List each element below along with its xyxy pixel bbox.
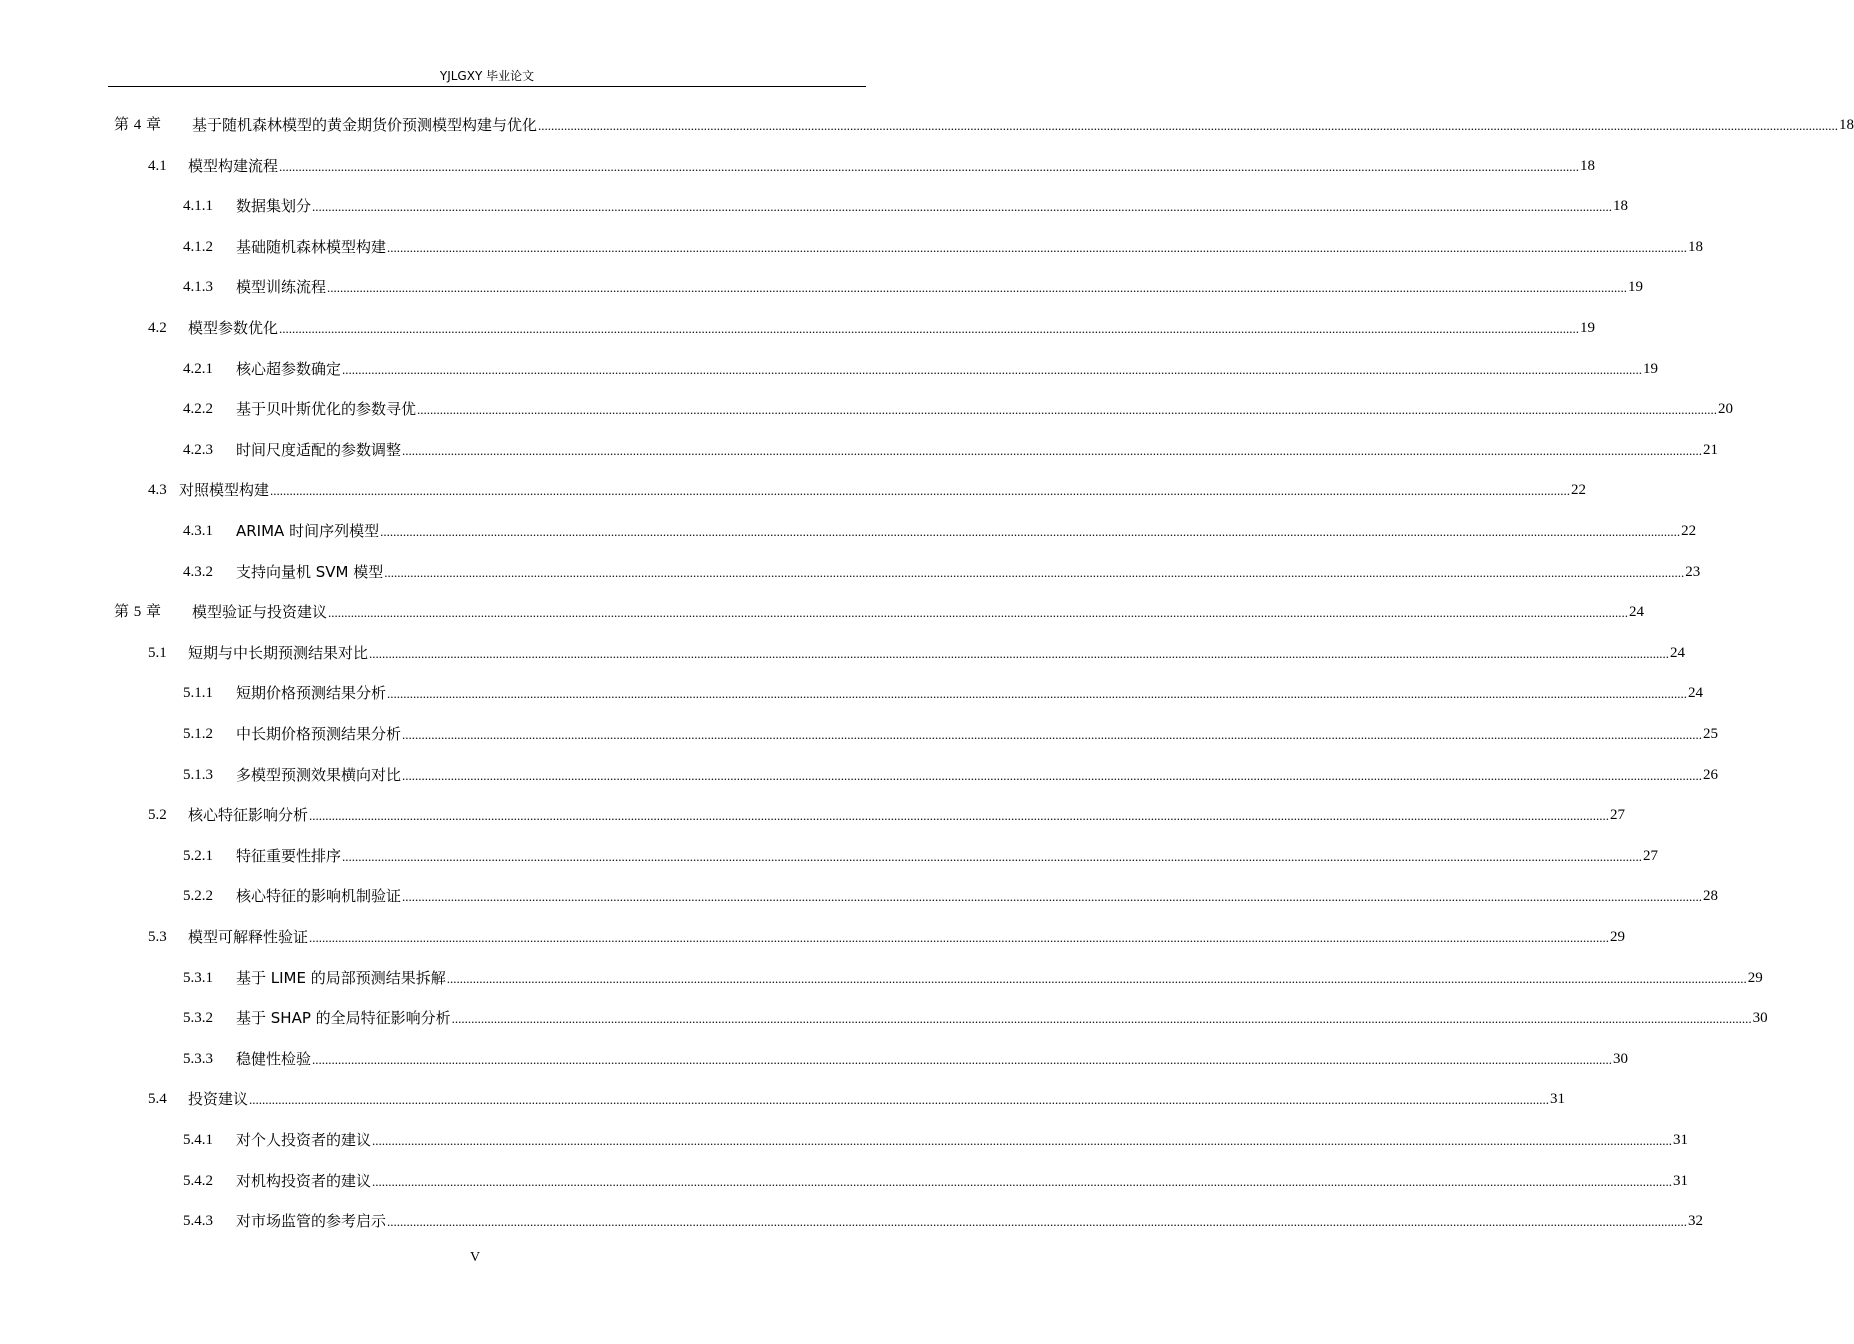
toc-entry-page: 18 bbox=[1839, 117, 1854, 133]
toc-entry[interactable] bbox=[183, 236, 1704, 258]
toc-dot-leader: ................................................................................................................................................................................................................................................................................................................................................................................................................ bbox=[327, 280, 1628, 296]
toc-entry-number: 5.4 bbox=[148, 1091, 167, 1108]
toc-entry-title: 核心特征影响分析 bbox=[188, 806, 309, 825]
toc-entry[interactable] bbox=[183, 561, 1701, 583]
toc-entry-number: 5.2.1 bbox=[183, 847, 213, 864]
toc-dot-leader: ................................................................................................................................................................................................................................................................................................................................................................................................................ bbox=[384, 564, 1685, 580]
toc-entry-page: 20 bbox=[1718, 401, 1734, 418]
toc-entry-title: 模型验证与投资建议 bbox=[192, 603, 328, 622]
toc-entry-page: 32 bbox=[1688, 1213, 1704, 1230]
toc-entry[interactable] bbox=[183, 682, 1704, 704]
toc-entry-number: 4.1.2 bbox=[183, 238, 213, 255]
toc-dot-leader: ................................................................................................................................................................................................................................................................................................................................................................................................................ bbox=[270, 483, 1571, 499]
page-number: V bbox=[469, 1250, 481, 1265]
toc-entry-page: 18 bbox=[1613, 198, 1629, 215]
toc-entry-number: 4.2.1 bbox=[183, 360, 213, 377]
toc-dot-leader: ................................................................................................................................................................................................................................................................................................................................................................................................................ bbox=[309, 808, 1610, 824]
toc-entry-title: 对机构投资者的建议 bbox=[236, 1171, 372, 1190]
toc-entry-page: 25 bbox=[1703, 726, 1719, 742]
toc-entry-number: 5.4.2 bbox=[183, 1172, 213, 1189]
toc-dot-leader: ................................................................................................................................................................................................................................................................................................................................................................................................................ bbox=[446, 970, 1747, 986]
toc-entry-number: 5.3.2 bbox=[183, 1010, 213, 1027]
toc-dot-leader: ................................................................................................................................................................................................................................................................................................................................................................................................................ bbox=[402, 727, 1703, 742]
toc-entry[interactable] bbox=[183, 195, 1629, 217]
toc-dot-leader: ................................................................................................................................................................................................................................................................................................................................................................................................................ bbox=[372, 1173, 1673, 1189]
toc-entry-page: 31 bbox=[1673, 1172, 1689, 1189]
toc-dot-leader: ................................................................................................................................................................................................................................................................................................................................................................................................................ bbox=[402, 767, 1703, 783]
toc-entry-number: 5.2.2 bbox=[183, 888, 213, 905]
toc-entry[interactable] bbox=[148, 804, 1626, 826]
toc-entry-title: 中长期价格预测结果分析 bbox=[236, 725, 402, 743]
toc-entry[interactable] bbox=[148, 479, 1587, 501]
toc-entry-page: 18 bbox=[1580, 157, 1596, 174]
toc-dot-leader: ................................................................................................................................................................................................................................................................................................................................................................................................................ bbox=[342, 361, 1643, 377]
toc-entry[interactable] bbox=[183, 276, 1644, 298]
toc-entry[interactable] bbox=[183, 764, 1719, 786]
toc-entry-title: 多模型预测效果横向对比 bbox=[236, 765, 402, 784]
toc-entry[interactable] bbox=[183, 520, 1697, 542]
toc-dot-leader: ................................................................................................................................................................................................................................................................................................................................................................................................................ bbox=[312, 1051, 1613, 1067]
toc-entry-title: 核心超参数确定 bbox=[236, 359, 342, 378]
toc-entry-number: 5.3.3 bbox=[183, 1050, 213, 1067]
toc-entry[interactable] bbox=[183, 1007, 1768, 1029]
toc-entry-title: 投资建议 bbox=[188, 1090, 249, 1109]
toc-entry-page: 29 bbox=[1747, 969, 1763, 986]
toc-entry-title: 核心特征的影响机制验证 bbox=[236, 887, 402, 906]
toc-dot-leader: ................................................................................................................................................................................................................................................................................................................................................................................................................ bbox=[279, 158, 1580, 174]
toc-entry-number: 5.3.1 bbox=[183, 969, 213, 986]
toc-entry-page: 26 bbox=[1703, 766, 1719, 783]
toc-entry-page: 27 bbox=[1610, 807, 1626, 824]
toc-entry-page: 21 bbox=[1703, 441, 1719, 458]
toc-entry-page: 28 bbox=[1703, 888, 1719, 905]
toc-entry-page: 24 bbox=[1629, 604, 1645, 621]
toc-dot-leader: ................................................................................................................................................................................................................................................................................................................................................................................................................ bbox=[417, 402, 1718, 418]
toc-entry[interactable] bbox=[183, 358, 1659, 380]
toc-entry-title: 对照模型构建 bbox=[179, 481, 270, 500]
toc-entry-title: 数据集划分 bbox=[236, 197, 312, 216]
toc-entry-number: 4.2.3 bbox=[183, 441, 213, 458]
toc-dot-leader: ................................................................................................................................................................................................................................................................................................................................................................................................................ bbox=[342, 848, 1643, 864]
toc-entry-number: 5.1.2 bbox=[183, 726, 213, 742]
toc-dot-leader: ................................................................................................................................................................................................................................................................................................................................................................................................................ bbox=[312, 199, 1613, 215]
toc-entry-number: 4.1.3 bbox=[183, 279, 213, 296]
toc-entry-page: 18 bbox=[1688, 238, 1704, 255]
toc-entry-number: 5.4.1 bbox=[183, 1132, 213, 1148]
toc-dot-leader: ................................................................................................................................................................................................................................................................................................................................................................................................................ bbox=[309, 930, 1610, 945]
toc-entry-title: 短期价格预测结果分析 bbox=[236, 684, 387, 703]
toc-entry-title: ARIMA 时间序列模型 bbox=[236, 522, 380, 540]
toc-entry[interactable] bbox=[183, 885, 1719, 907]
toc-dot-leader: ................................................................................................................................................................................................................................................................................................................................................................................................................ bbox=[451, 1011, 1752, 1027]
toc-entry-number: 5.1.1 bbox=[183, 685, 213, 702]
toc-entry[interactable] bbox=[183, 1170, 1689, 1192]
toc-entry[interactable] bbox=[183, 845, 1659, 867]
toc-entry-number: 4.1 bbox=[148, 157, 167, 174]
toc-entry-page: 29 bbox=[1610, 929, 1626, 945]
toc-entry[interactable] bbox=[183, 398, 1734, 420]
toc-entry-page: 31 bbox=[1550, 1091, 1566, 1108]
toc-entry-number: 5.1.3 bbox=[183, 766, 213, 783]
toc-dot-leader: ................................................................................................................................................................................................................................................................................................................................................................................................................ bbox=[387, 686, 1688, 702]
toc-entry-number: 4.2.2 bbox=[183, 401, 213, 418]
toc-entry-title: 基于随机森林模型的黄金期货价预测模型构建与优化 bbox=[192, 116, 538, 134]
toc-entry-number: 4.3.1 bbox=[183, 523, 213, 539]
toc-entry-title: 模型参数优化 bbox=[188, 319, 279, 337]
toc-entry[interactable] bbox=[183, 723, 1719, 745]
toc-dot-leader: ................................................................................................................................................................................................................................................................................................................................................................................................................ bbox=[372, 1133, 1673, 1148]
toc-entry-title: 稳健性检验 bbox=[236, 1049, 312, 1068]
toc-entry[interactable] bbox=[183, 439, 1719, 461]
toc-entry-number: 4.1.1 bbox=[183, 198, 213, 215]
toc-entry-page: 23 bbox=[1685, 563, 1701, 580]
toc-entry[interactable] bbox=[183, 1210, 1704, 1232]
toc-entry[interactable] bbox=[148, 642, 1686, 664]
toc-entry-page: 24 bbox=[1670, 644, 1686, 661]
toc-entry[interactable] bbox=[183, 1048, 1629, 1070]
toc-dot-leader: ................................................................................................................................................................................................................................................................................................................................................................................................................ bbox=[249, 1092, 1550, 1108]
toc-entry-title: 对市场监管的参考启示 bbox=[236, 1212, 387, 1231]
toc-entry[interactable] bbox=[148, 1088, 1566, 1110]
toc-entry[interactable] bbox=[148, 317, 1596, 339]
toc-entry-title: 基于 LIME 的局部预测结果拆解 bbox=[236, 968, 446, 987]
toc-entry-title: 基于 SHAP 的全局特征影响分析 bbox=[236, 1009, 451, 1028]
toc-dot-leader: ................................................................................................................................................................................................................................................................................................................................................................................................................ bbox=[328, 605, 1629, 621]
toc-entry-page: 19 bbox=[1643, 360, 1659, 377]
toc-entry-page: 30 bbox=[1752, 1010, 1768, 1027]
toc-entry-number: 5.1 bbox=[148, 644, 167, 661]
toc-entry-number: 第 5 章 bbox=[114, 604, 162, 621]
toc-dot-leader: ................................................................................................................................................................................................................................................................................................................................................................................................................ bbox=[402, 442, 1703, 458]
toc-entry-title: 支持向量机 SVM 模型 bbox=[236, 562, 384, 581]
toc-entry-page: 24 bbox=[1688, 685, 1704, 702]
toc-entry-page: 30 bbox=[1613, 1050, 1629, 1067]
toc-dot-leader: ................................................................................................................................................................................................................................................................................................................................................................................................................ bbox=[369, 645, 1670, 661]
toc-dot-leader: ................................................................................................................................................................................................................................................................................................................................................................................................................ bbox=[279, 321, 1580, 336]
running-header: YJLGXY 毕业论文 bbox=[439, 69, 535, 83]
toc-entry-number: 4.2 bbox=[148, 320, 167, 336]
toc-entry-page: 22 bbox=[1571, 482, 1587, 499]
toc-entry-number: 5.3 bbox=[148, 929, 167, 945]
toc-entry-title: 基于贝叶斯优化的参数寻优 bbox=[236, 400, 417, 419]
toc-entry-page: 19 bbox=[1580, 320, 1596, 336]
toc-entry-title: 对个人投资者的建议 bbox=[236, 1131, 372, 1149]
toc-entry[interactable] bbox=[148, 155, 1596, 177]
toc-entry-page: 22 bbox=[1681, 523, 1697, 539]
toc-entry[interactable] bbox=[183, 967, 1763, 989]
toc-entry-title: 模型可解释性验证 bbox=[188, 928, 309, 946]
toc-entry-number: 5.4.3 bbox=[183, 1213, 213, 1230]
toc-entry-number: 4.3.2 bbox=[183, 563, 213, 580]
toc-dot-leader: ................................................................................................................................................................................................................................................................................................................................................................................................................ bbox=[387, 239, 1688, 255]
toc-entry-title: 时间尺度适配的参数调整 bbox=[236, 440, 402, 459]
toc-entry-page: 19 bbox=[1628, 279, 1644, 296]
toc-entry-page: 27 bbox=[1643, 847, 1659, 864]
toc-entry-number: 4.3 bbox=[148, 482, 167, 499]
toc-entry-title: 短期与中长期预测结果对比 bbox=[188, 643, 369, 662]
toc-entry-title: 模型构建流程 bbox=[188, 156, 279, 175]
toc-entry-number: 第 4 章 bbox=[114, 117, 162, 133]
header-rule bbox=[108, 86, 866, 87]
toc-entry-number: 5.2 bbox=[148, 807, 167, 824]
toc-entry-title: 模型训练流程 bbox=[236, 278, 327, 297]
toc-entry[interactable] bbox=[114, 601, 1645, 623]
toc-entry[interactable] bbox=[148, 926, 1626, 948]
toc-entry-title: 特征重要性排序 bbox=[236, 846, 342, 865]
toc-dot-leader: ................................................................................................................................................................................................................................................................................................................................................................................................................ bbox=[402, 889, 1703, 905]
toc-entry[interactable] bbox=[183, 1129, 1689, 1151]
toc-entry-title: 基础随机森林模型构建 bbox=[236, 237, 387, 256]
toc-dot-leader: ................................................................................................................................................................................................................................................................................................................................................................................................................ bbox=[380, 524, 1681, 539]
toc-dot-leader: ................................................................................................................................................................................................................................................................................................................................................................................................................ bbox=[538, 118, 1839, 133]
toc-entry[interactable] bbox=[114, 114, 1854, 136]
toc-dot-leader: ................................................................................................................................................................................................................................................................................................................................................................................................................ bbox=[387, 1214, 1688, 1230]
toc-entry-page: 31 bbox=[1673, 1132, 1689, 1148]
